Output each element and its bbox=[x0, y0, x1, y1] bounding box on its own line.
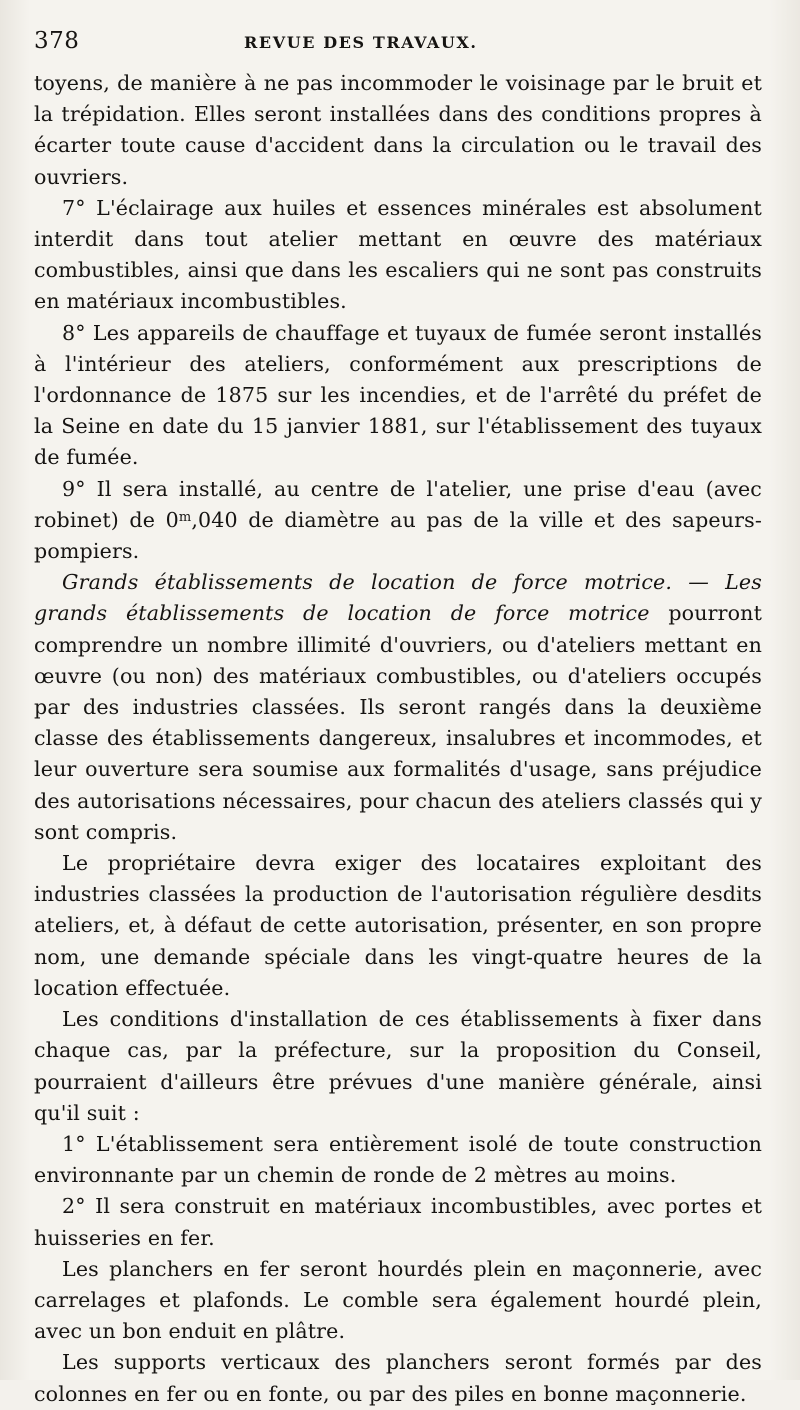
paragraph-proprietaire bbox=[34, 848, 762, 1004]
paragraph-item-8 bbox=[34, 318, 762, 474]
paragraph-item-7 bbox=[34, 193, 762, 318]
paragraph-text: 9° Il sera installé, au centre de l'atelier, une prise d'eau (avec robinet) de 0 bbox=[34, 476, 762, 532]
paragraph-text: Les supports verticaux des planchers seront formés par des colonnes en fer ou en fonte, ou par des piles en bonne maçonnerie. bbox=[34, 1350, 762, 1406]
paragraph-grands-etablissements bbox=[34, 567, 762, 848]
paragraph-text: Les conditions d'installation de ces établissements à fixer dans chaque cas, par la préfecture, sur la proposition du Conseil, pourraient d'ailleurs être prévues d'une manière générale, ainsi qu'il suit : bbox=[34, 1007, 762, 1125]
paragraph-text: 1° L'établissement sera entièrement isolé de toute construction environnante par un chemin de ronde de 2 mètres au moins. bbox=[34, 1131, 762, 1188]
running-title: REVUE DES TRAVAUX. bbox=[244, 33, 478, 52]
paragraph-text: pourront comprendre un nombre illimité d'ouvriers, ou d'ateliers mettant en œuvre (ou non) des matériaux combustibles, ou d'ateliers occupés par des industries classées. Ils seront rangés dans la deuxième classe des établissements dangereux, insalubres et incommodes, et leur ouverture sera soumise aux formalités d'usage, sans préjudice des autorisations nécessaires, pour chacun des ateliers classés qui y sont compris. bbox=[34, 601, 763, 844]
paragraph-text: 8° Les appareils de chauffage et tuyaux de fumée seront installés à l'intérieur des ateliers, conformément aux prescriptions de l'ordonnance de 1875 sur les incendies, et de l'arrêté du préfet de la Seine en date du 15 janvier 1881, sur l'établissement des tuyaux de fumée. bbox=[34, 320, 762, 470]
paragraph-text: Les planchers en fer seront hourdés plein en maçonnerie, avec carrelages et plafonds. Le comble sera également hourdé plein, avec un bon enduit en plâtre. bbox=[34, 1256, 762, 1344]
unit-superscript: m bbox=[178, 509, 192, 525]
paragraph-item-9 bbox=[34, 474, 762, 568]
section-heading: Grands établissements de location de force motrice. — Les grands établissements de location de force motrice bbox=[34, 570, 762, 626]
page-number: 378 bbox=[34, 28, 80, 54]
paragraph-supports bbox=[34, 1347, 762, 1409]
paragraph-item-2 bbox=[34, 1191, 762, 1253]
paragraph-text: toyens, de manière à ne pas incommoder le voisinage par le bruit et la trépidation. Elles seront installées dans des conditions propres à écarter toute cause d'accident dans la circulation ou le travail des ouvriers. bbox=[34, 71, 762, 189]
paragraph-text: ,040 de diamètre au pas de la ville et des sapeurs-pompiers. bbox=[34, 507, 762, 564]
paragraph-conditions bbox=[34, 1004, 762, 1129]
page-header bbox=[34, 28, 762, 68]
paragraph-planchers bbox=[34, 1254, 762, 1348]
paragraph-text: 2° Il sera construit en matériaux incombustibles, avec portes et huisseries en fer. bbox=[34, 1194, 762, 1250]
body-text bbox=[34, 68, 762, 1410]
paragraph-text: 7° L'éclairage aux huiles et essences minérales est absolument interdit dans tout atelier mettant en œuvre des matériaux combustibles, ainsi que dans les escaliers qui ne sont pas construits en matériaux incombustibles. bbox=[34, 195, 762, 314]
paragraph-continuation bbox=[34, 68, 762, 193]
paragraph-text: Le propriétaire devra exiger des locataires exploitant des industries classées la production de l'autorisation régulière desdits ateliers, et, à défaut de cette autorisation, présenter, en son propre nom, une demande spéciale dans les vingt-quatre heures de la location effectuée. bbox=[34, 851, 762, 1000]
paragraph-item-1 bbox=[34, 1129, 762, 1191]
